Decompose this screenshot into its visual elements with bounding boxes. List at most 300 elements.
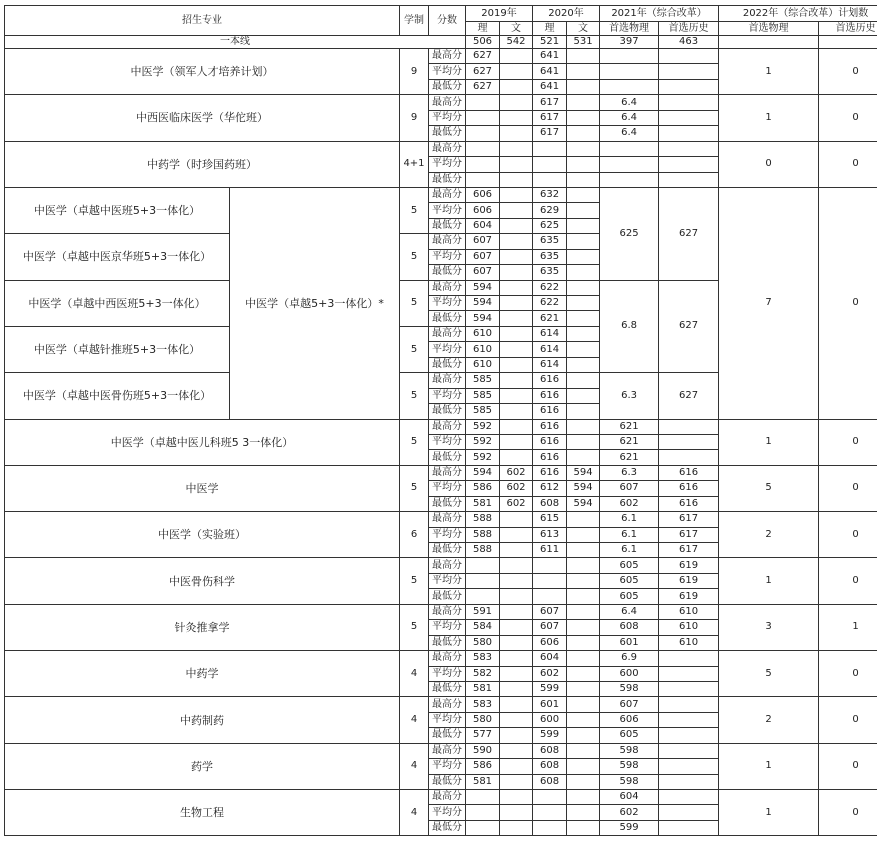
- plan-2022-history: 0: [819, 95, 877, 141]
- score-type-label: 最低分: [429, 589, 466, 604]
- score-type-label: 最高分: [429, 326, 466, 341]
- header-2020-arts: 文: [567, 22, 600, 36]
- tier-one-line-2019-arts: 542: [500, 36, 533, 49]
- score-2020-arts: [567, 49, 600, 64]
- score-2021-history: 610: [659, 604, 719, 619]
- score-type-label: 最低分: [429, 681, 466, 696]
- score-type-label: 最高分: [429, 95, 466, 110]
- score-2020-science: 622: [533, 280, 567, 295]
- score-2020-science: 599: [533, 728, 567, 743]
- score-type-label: 最高分: [429, 512, 466, 527]
- score-type-label: 最高分: [429, 419, 466, 434]
- score-2019-arts: [500, 820, 533, 835]
- major-years: 4+1: [400, 141, 429, 187]
- score-2019-arts: [500, 342, 533, 357]
- score-2020-arts: [567, 373, 600, 388]
- header-years: 学制: [400, 6, 429, 36]
- score-2020-science: 608: [533, 743, 567, 758]
- score-2020-arts: [567, 326, 600, 341]
- score-2019-science: [466, 558, 500, 573]
- major-years: 4: [400, 743, 429, 789]
- score-2020-arts: [567, 234, 600, 249]
- score-2019-science: 607: [466, 234, 500, 249]
- score-2021-physics: [600, 172, 659, 187]
- score-2019-arts: [500, 419, 533, 434]
- score-type-label: 最高分: [429, 234, 466, 249]
- score-2019-science: 604: [466, 218, 500, 233]
- score-2019-science: [466, 95, 500, 110]
- table-row: [5, 49, 877, 64]
- score-2021-history: [659, 728, 719, 743]
- score-2020-arts: [567, 728, 600, 743]
- score-2020-science: 599: [533, 681, 567, 696]
- score-2021-physics: 598: [600, 743, 659, 758]
- table-row: [5, 790, 877, 805]
- major-name: 中医学（领军人才培养计划）: [5, 49, 400, 95]
- score-2019-science: 594: [466, 465, 500, 480]
- score-2020-science: 613: [533, 527, 567, 542]
- score-2021-physics: 621: [600, 450, 659, 465]
- score-type-label: 平均分: [429, 342, 466, 357]
- score-2021-physics: 608: [600, 620, 659, 635]
- score-type-label: 平均分: [429, 620, 466, 635]
- score-2020-science: 616: [533, 388, 567, 403]
- major-years: 5: [400, 280, 429, 326]
- score-2021-physics: 6.1: [600, 543, 659, 558]
- score-2019-science: [466, 573, 500, 588]
- plan-2022-physics: 1: [719, 558, 819, 604]
- sub-major-name: 中医学（卓越中医京华班5+3一体化）: [5, 234, 230, 280]
- table-row: [5, 651, 877, 666]
- major-years: 5: [400, 187, 429, 233]
- score-2021-physics-group: 6.8: [600, 280, 659, 373]
- header-score: 分数: [429, 6, 466, 36]
- score-type-label: 最低分: [429, 357, 466, 372]
- score-type-label: 最高分: [429, 743, 466, 758]
- score-2020-science: 641: [533, 79, 567, 94]
- score-2021-physics: 6.9: [600, 651, 659, 666]
- score-2019-arts: [500, 157, 533, 172]
- score-type-label: 平均分: [429, 157, 466, 172]
- score-type-label: 最低分: [429, 820, 466, 835]
- score-type-label: 最低分: [429, 79, 466, 94]
- score-2021-history: [659, 820, 719, 835]
- score-2021-history: [659, 110, 719, 125]
- table-row: [5, 419, 877, 434]
- score-2019-science: 581: [466, 774, 500, 789]
- score-2020-science: [533, 573, 567, 588]
- table-row: [5, 141, 877, 156]
- score-2020-arts: [567, 110, 600, 125]
- sub-major-name: 中医学（卓越中医班5+3一体化）: [5, 187, 230, 233]
- score-2020-arts: [567, 666, 600, 681]
- score-2019-science: 592: [466, 450, 500, 465]
- header-2019-arts: 文: [500, 22, 533, 36]
- score-2020-arts: [567, 265, 600, 280]
- tier-one-line-2020-science: 521: [533, 36, 567, 49]
- score-2019-science: 585: [466, 388, 500, 403]
- score-2021-physics: 604: [600, 790, 659, 805]
- score-type-label: 平均分: [429, 573, 466, 588]
- score-2021-history: 616: [659, 465, 719, 480]
- plan-2022-physics: 2: [719, 512, 819, 558]
- score-2020-arts: [567, 697, 600, 712]
- plan-2022-physics: 2: [719, 697, 819, 743]
- score-2020-science: [533, 790, 567, 805]
- score-2019-arts: [500, 512, 533, 527]
- score-2019-arts: [500, 743, 533, 758]
- header-2019-science: 理: [466, 22, 500, 36]
- score-2021-physics: 598: [600, 774, 659, 789]
- score-2019-arts: [500, 543, 533, 558]
- score-type-label: 平均分: [429, 434, 466, 449]
- score-2020-science: 622: [533, 296, 567, 311]
- score-2020-science: 635: [533, 234, 567, 249]
- score-2020-arts: [567, 651, 600, 666]
- score-2020-arts: [567, 635, 600, 650]
- score-type-label: 平均分: [429, 388, 466, 403]
- score-2019-science: 583: [466, 697, 500, 712]
- score-2020-arts: [567, 404, 600, 419]
- score-2020-arts: [567, 450, 600, 465]
- plan-2022-physics: 1: [719, 743, 819, 789]
- major-name: 药学: [5, 743, 400, 789]
- score-type-label: 平均分: [429, 203, 466, 218]
- header-2021-history: 首选历史: [659, 22, 719, 36]
- score-2019-science: [466, 172, 500, 187]
- score-2020-science: 616: [533, 404, 567, 419]
- score-2021-history: [659, 434, 719, 449]
- tier-one-line-2022-history: [819, 36, 877, 49]
- score-2019-arts: [500, 712, 533, 727]
- score-2020-arts: [567, 790, 600, 805]
- score-2021-history: 617: [659, 527, 719, 542]
- score-2019-science: 607: [466, 249, 500, 264]
- score-2021-physics: 599: [600, 820, 659, 835]
- score-type-label: 平均分: [429, 666, 466, 681]
- header-2020-science: 理: [533, 22, 567, 36]
- score-2020-science: [533, 141, 567, 156]
- admission-score-table: [4, 5, 877, 836]
- score-2020-arts: [567, 774, 600, 789]
- score-2021-physics: 621: [600, 419, 659, 434]
- major-name: 中医学: [5, 465, 400, 511]
- table-row: [5, 465, 877, 480]
- sub-major-name: 中医学（卓越针推班5+3一体化）: [5, 326, 230, 372]
- score-2021-physics: 607: [600, 481, 659, 496]
- score-2021-history-group: 627: [659, 187, 719, 280]
- score-2020-science: 608: [533, 774, 567, 789]
- score-2019-arts: [500, 326, 533, 341]
- score-2019-arts: [500, 527, 533, 542]
- plan-2022-physics: 0: [719, 141, 819, 187]
- score-2021-history: [659, 651, 719, 666]
- score-2020-arts: [567, 157, 600, 172]
- score-2021-history: 610: [659, 635, 719, 650]
- score-2021-history: 617: [659, 512, 719, 527]
- score-2020-arts: [567, 95, 600, 110]
- score-2019-arts: [500, 187, 533, 202]
- major-name: 中药学: [5, 651, 400, 697]
- score-2019-science: 585: [466, 373, 500, 388]
- score-2020-arts: [567, 604, 600, 619]
- score-type-label: 最低分: [429, 496, 466, 511]
- score-2019-science: 627: [466, 49, 500, 64]
- score-2021-physics: 605: [600, 573, 659, 588]
- score-2019-arts: [500, 697, 533, 712]
- score-2020-science: 635: [533, 249, 567, 264]
- score-type-label: 最低分: [429, 218, 466, 233]
- score-2020-science: [533, 558, 567, 573]
- major-name: 生物工程: [5, 790, 400, 836]
- score-2019-arts: 602: [500, 496, 533, 511]
- score-2021-history: 619: [659, 573, 719, 588]
- score-2021-history: 616: [659, 496, 719, 511]
- score-2020-arts: [567, 434, 600, 449]
- score-2020-science: 601: [533, 697, 567, 712]
- score-2019-science: 586: [466, 481, 500, 496]
- score-2019-arts: [500, 573, 533, 588]
- score-2019-arts: [500, 604, 533, 619]
- score-type-label: 最高分: [429, 558, 466, 573]
- header-major: 招生专业: [5, 6, 400, 36]
- score-2019-science: 585: [466, 404, 500, 419]
- score-2019-arts: [500, 759, 533, 774]
- plan-2022-history: 0: [819, 790, 877, 836]
- score-2020-arts: 594: [567, 496, 600, 511]
- score-2021-physics: [600, 141, 659, 156]
- score-2019-arts: [500, 79, 533, 94]
- score-2021-history: 610: [659, 620, 719, 635]
- score-2021-history: [659, 790, 719, 805]
- major-years: 5: [400, 373, 429, 419]
- score-2019-science: 627: [466, 79, 500, 94]
- plan-2022-history: 0: [819, 419, 877, 465]
- score-2021-physics: 621: [600, 434, 659, 449]
- score-type-label: 最低分: [429, 450, 466, 465]
- score-2021-history: 616: [659, 481, 719, 496]
- top-edge: [0, 0, 877, 5]
- major-years: 4: [400, 697, 429, 743]
- score-type-label: 最高分: [429, 49, 466, 64]
- score-2019-arts: [500, 64, 533, 79]
- score-2019-arts: [500, 450, 533, 465]
- major-years: 6: [400, 512, 429, 558]
- score-2021-physics: [600, 79, 659, 94]
- score-2020-arts: [567, 311, 600, 326]
- score-2019-science: 581: [466, 496, 500, 511]
- score-2019-science: 583: [466, 651, 500, 666]
- major-years: 5: [400, 465, 429, 511]
- score-2019-arts: [500, 681, 533, 696]
- score-2021-physics-group: 625: [600, 187, 659, 280]
- major-years: 4: [400, 790, 429, 836]
- score-2019-science: 610: [466, 357, 500, 372]
- score-2021-history: [659, 681, 719, 696]
- score-2019-arts: [500, 234, 533, 249]
- table-row: [5, 604, 877, 619]
- score-2019-science: 580: [466, 712, 500, 727]
- score-2020-science: 607: [533, 604, 567, 619]
- plan-2022-history: 0: [819, 465, 877, 511]
- header-2021: 2021年（综合改革）: [600, 6, 719, 22]
- score-2021-physics: 602: [600, 496, 659, 511]
- sub-major-name: 中医学（卓越中西医班5+3一体化）: [5, 280, 230, 326]
- score-2021-physics: [600, 157, 659, 172]
- score-2019-arts: [500, 651, 533, 666]
- score-2020-science: [533, 805, 567, 820]
- score-2021-history: [659, 712, 719, 727]
- score-2019-science: 592: [466, 419, 500, 434]
- score-2019-science: 577: [466, 728, 500, 743]
- score-2020-science: [533, 157, 567, 172]
- score-type-label: 最低分: [429, 635, 466, 650]
- sub-major-name: 中医学（卓越中医骨伤班5+3一体化）: [5, 373, 230, 419]
- score-2020-arts: [567, 512, 600, 527]
- score-2020-arts: [567, 527, 600, 542]
- score-2019-science: [466, 110, 500, 125]
- major-name: 针灸推拿学: [5, 604, 400, 650]
- score-2019-science: 607: [466, 265, 500, 280]
- score-2019-science: 594: [466, 311, 500, 326]
- score-2020-arts: [567, 681, 600, 696]
- score-2019-science: 591: [466, 604, 500, 619]
- header-2022: 2022年（综合改革）计划数: [719, 6, 877, 22]
- score-type-label: 最高分: [429, 280, 466, 295]
- score-2021-physics: 6.1: [600, 512, 659, 527]
- score-type-label: 最低分: [429, 265, 466, 280]
- plan-2022-physics: 5: [719, 651, 819, 697]
- score-type-label: 最高分: [429, 141, 466, 156]
- score-2019-arts: [500, 249, 533, 264]
- score-2021-history: [659, 419, 719, 434]
- score-type-label: 最高分: [429, 790, 466, 805]
- score-2019-arts: 602: [500, 481, 533, 496]
- score-2020-science: 606: [533, 635, 567, 650]
- major-group-name: 中医学（卓越5+3一体化）*: [230, 187, 400, 419]
- score-2021-history: [659, 157, 719, 172]
- score-2020-science: [533, 589, 567, 604]
- score-2019-arts: [500, 388, 533, 403]
- score-2021-history: [659, 126, 719, 141]
- score-type-label: 最高分: [429, 604, 466, 619]
- tier-one-line-label: 一本线: [5, 36, 466, 49]
- score-2020-science: 612: [533, 481, 567, 496]
- score-type-label: 最低分: [429, 126, 466, 141]
- score-type-label: 最高分: [429, 373, 466, 388]
- score-2019-arts: [500, 126, 533, 141]
- score-2021-history: [659, 759, 719, 774]
- score-2019-arts: [500, 620, 533, 635]
- score-2021-physics: 598: [600, 759, 659, 774]
- score-2020-arts: [567, 558, 600, 573]
- score-2019-arts: 602: [500, 465, 533, 480]
- score-type-label: 平均分: [429, 712, 466, 727]
- score-2020-science: 641: [533, 49, 567, 64]
- score-2021-physics: [600, 49, 659, 64]
- score-type-label: 最低分: [429, 543, 466, 558]
- score-2019-science: 584: [466, 620, 500, 635]
- major-years: 9: [400, 49, 429, 95]
- tier-one-line-2021-history: 463: [659, 36, 719, 49]
- score-2020-arts: [567, 64, 600, 79]
- header-2019: 2019年: [466, 6, 533, 22]
- score-2019-arts: [500, 589, 533, 604]
- score-2020-arts: [567, 759, 600, 774]
- score-2019-arts: [500, 280, 533, 295]
- score-2019-science: 592: [466, 434, 500, 449]
- major-name: 中医学（卓越中医儿科班5 3一体化）: [5, 419, 400, 465]
- plan-2022-physics: 7: [719, 187, 819, 419]
- score-2019-arts: [500, 558, 533, 573]
- score-2019-science: 582: [466, 666, 500, 681]
- score-2021-physics: 601: [600, 635, 659, 650]
- score-2020-science: 616: [533, 373, 567, 388]
- score-2020-arts: 594: [567, 481, 600, 496]
- score-2020-arts: [567, 187, 600, 202]
- score-2021-physics: 605: [600, 558, 659, 573]
- score-2020-arts: [567, 342, 600, 357]
- score-2021-history: [659, 743, 719, 758]
- tier-one-line-2019-science: 506: [466, 36, 500, 49]
- score-type-label: 平均分: [429, 759, 466, 774]
- score-2021-physics: 6.4: [600, 95, 659, 110]
- plan-2022-history: 0: [819, 49, 877, 95]
- table-row: [5, 95, 877, 110]
- score-2019-arts: [500, 357, 533, 372]
- score-2021-physics: 6.4: [600, 110, 659, 125]
- score-2021-physics: 606: [600, 712, 659, 727]
- score-2019-science: 580: [466, 635, 500, 650]
- score-2020-arts: [567, 141, 600, 156]
- table-row: [5, 187, 877, 202]
- score-2020-arts: [567, 419, 600, 434]
- score-2019-arts: [500, 49, 533, 64]
- score-2020-arts: [567, 388, 600, 403]
- score-2021-physics: 600: [600, 666, 659, 681]
- score-2021-history-group: 627: [659, 280, 719, 373]
- score-2019-science: 588: [466, 512, 500, 527]
- score-2019-arts: [500, 311, 533, 326]
- score-2019-science: 594: [466, 280, 500, 295]
- plan-2022-history: 0: [819, 141, 877, 187]
- score-2021-history: 619: [659, 589, 719, 604]
- score-2019-science: 590: [466, 743, 500, 758]
- score-type-label: 平均分: [429, 296, 466, 311]
- score-type-label: 平均分: [429, 527, 466, 542]
- header-2022-history: 首选历史: [819, 22, 877, 36]
- score-type-label: 平均分: [429, 805, 466, 820]
- score-2020-arts: [567, 743, 600, 758]
- score-2019-science: 606: [466, 187, 500, 202]
- score-2019-arts: [500, 141, 533, 156]
- plan-2022-physics: 1: [719, 95, 819, 141]
- score-2020-arts: [567, 820, 600, 835]
- score-2021-physics: 6.4: [600, 126, 659, 141]
- score-2020-arts: [567, 543, 600, 558]
- score-2019-science: [466, 157, 500, 172]
- score-2019-science: [466, 790, 500, 805]
- plan-2022-history: 1: [819, 604, 877, 650]
- score-2021-history: [659, 666, 719, 681]
- score-type-label: 最低分: [429, 172, 466, 187]
- score-2020-arts: [567, 126, 600, 141]
- plan-2022-physics: 1: [719, 790, 819, 836]
- score-2020-arts: [567, 203, 600, 218]
- header-2020: 2020年: [533, 6, 600, 22]
- major-years: 5: [400, 419, 429, 465]
- plan-2022-physics: 5: [719, 465, 819, 511]
